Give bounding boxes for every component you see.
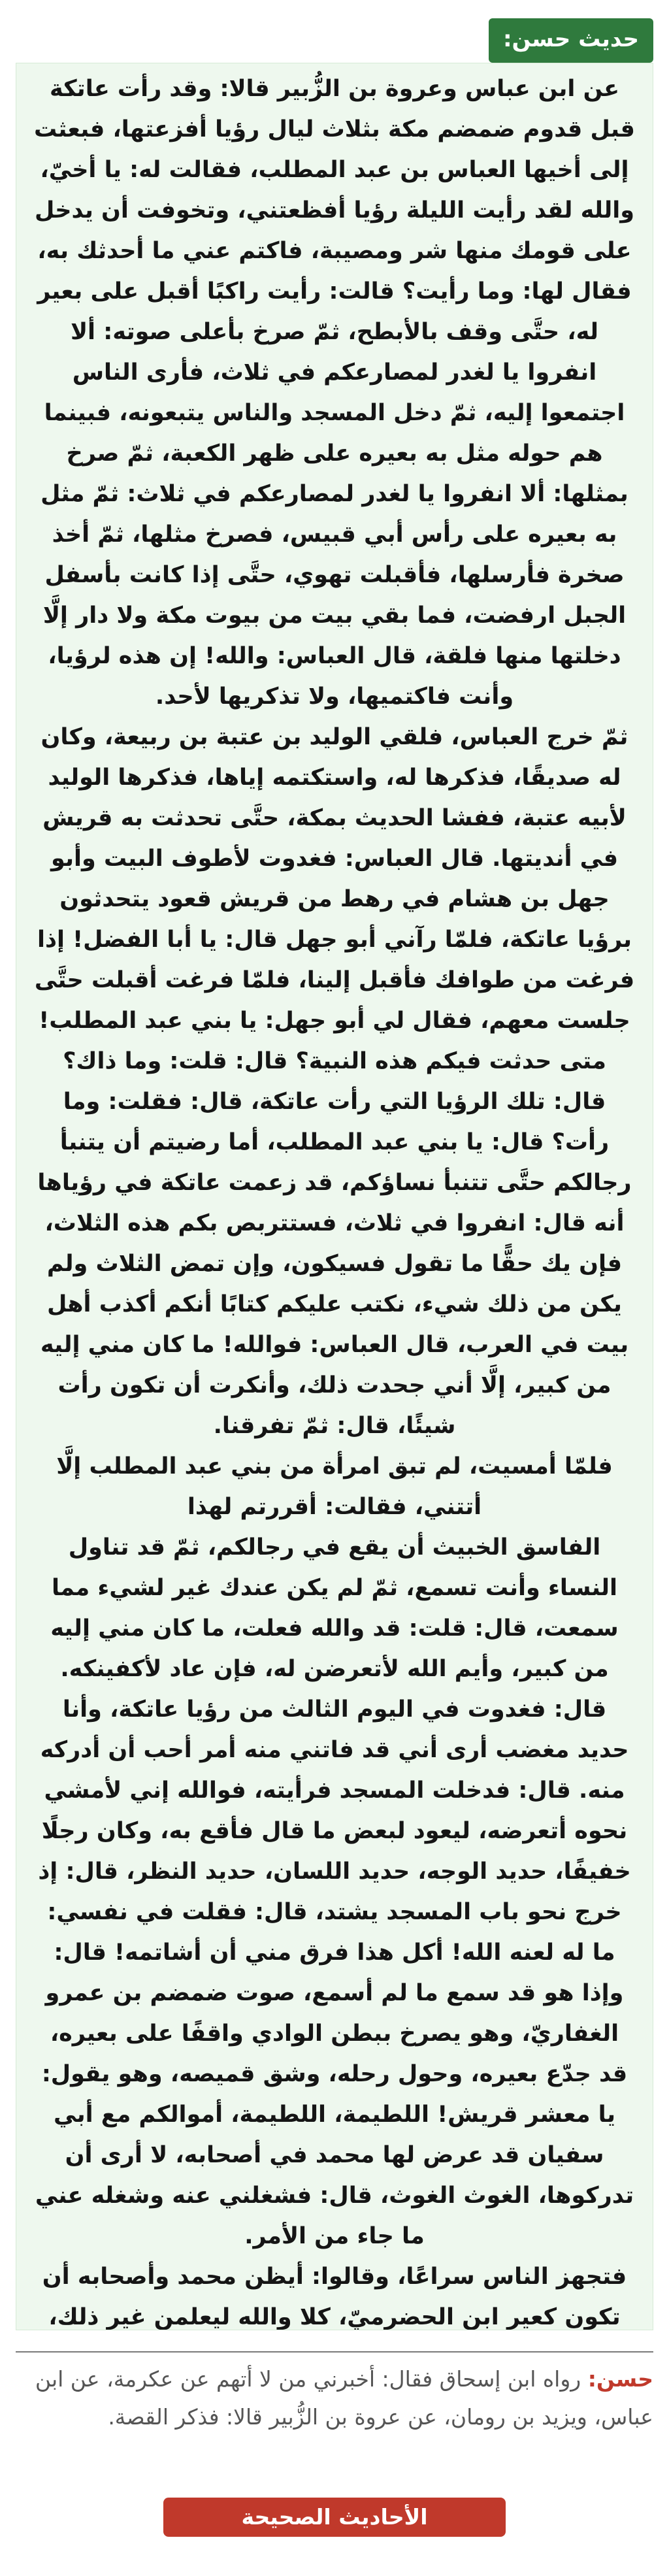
grade-note — [16, 2360, 653, 2436]
grade-text: رواه ابن إسحاق فقال: أخبرني من لا أتهم عن عكرمة، عن ابن عباس، ويزيد بن رومان، عن عروة بن الزُّبير قالا: فذكر القصة. — [35, 2366, 653, 2430]
hadith-paragraph: عن ابن عباس وعروة بن الزُّبير قالا: وقد رأت عاتكة قبل قدوم ضمضم مكة بثلاث ليال رؤيا أفزعتها، فبعثت إلى أخيها العباس بن عبد المطلب، فقالت له: يا أخيّ، والله لقد رأيت الليلة رؤيا أفظعتني، وتخوفت أن يدخل على قومك منها شر ومصيبة، فاكتم عني ما أحدثك به، فقال لها: وما رأيت؟ قالت: رأيت راكبًا أقبل على بعير له، حتَّى وقف بالأبطح، ثمّ صرخ بأعلى صوته: ألا انفروا يا لغدر لمصارعكم في ثلاث، فأرى الناس اجتمعوا إليه، ثمّ دخل المسجد والناس يتبعونه، فبينما هم حوله مثل به بعيره على ظهر الكعبة، ثمّ صرخ بمثلها: ألا انفروا يا لغدر لمصارعكم في ثلاث: ثمّ مثل به بعيره على رأس أبي قبيس، فصرخ مثلها، ثمّ أخذ صخرة فأرسلها، فأقبلت تهوي، حتَّى إذا كانت بأسفل الجبل ارفضت، فما بقي بيت من بيوت مكة ولا دار إلَّا دخلتها منها فلقة، قال العباس: والله! إن هذه لرؤيا، وأنت فاكتميها، ولا تذكريها لأحد. — [34, 76, 635, 710]
hadith-paragraph: الفاسق الخبيث أن يقع في رجالكم، ثمّ قد تناول النساء وأنت تسمع، ثمّ لم يكن عندك غير لشيء مما سمعت، قال: قلت: قد والله فعلت، ما كان مني إليه من كبير، وأيم الله لأتعرضن له، فإن عاد لأكفينكه. — [50, 1534, 619, 1682]
hadith-paragraph: ثمّ خرج العباس، فلقي الوليد بن عتبة بن ربيعة، وكان له صديقًا، فذكرها له، واستكتمه إياها، فذكرها الوليد لأبيه عتبة، ففشا الحديث بمكة، حتَّى تحدثت به قريش في أنديتها. قال العباس: فغدوت لأطوف البيت وأبو جهل بن هشام في رهط من قريش قعود يتحدثون برؤيا عاتكة، فلمّا رآني أبو جهل قال: يا أبا الفضل! إذا فرغت من طوافك فأقبل إلينا، فلمّا فرغت أقبلت حتَّى جلست معهم، فقال لي أبو جهل: يا بني عبد المطلب! متى حدثت فيكم هذه النبية؟ قال: قلت: وما ذاك؟ قال: تلك الرؤيا التي رأت عاتكة، قال: فقلت: وما رأت؟ قال: يا بني عبد المطلب، أما رضيتم أن يتنبأ رجالكم حتَّى تتنبأ نساؤكم، قد زعمت عاتكة في رؤياها أنه قال: انفروا في ثلاث، فستتربص بكم هذه الثلاث، فإن يك حقًّا ما تقول فسيكون، وإن تمض الثلاث ولم يكن من ذلك شيء، نكتب عليكم كتابًا أنكم أكذب أهل بيت في العرب، قال العباس: فوالله! ما كان مني إليه من كبير، إلَّا أني جحدت ذلك، وأنكرت أن تكون رأت شيئًا، قال: ثمّ تفرقنا. — [34, 724, 635, 1439]
grade-label: حسن: — [587, 2366, 653, 2392]
section-divider — [16, 2351, 653, 2353]
hadith-text-panel — [16, 63, 653, 2330]
hadith-paragraph: فلمّا أمسيت، لم تبق امرأة من بني عبد المطلب إلَّا أتتني، فقالت: أقررتم لهذا — [56, 1453, 613, 1520]
site-footer-link[interactable]: الأحاديث الصحيحة Surahquran.com — [163, 2498, 506, 2537]
page-title: حديث حسن: — [489, 18, 653, 63]
hadith-paragraph: قال: فغدوت في اليوم الثالث من رؤيا عاتكة، وأنا حديد مغضب أرى أني قد فاتني منه أمر أحب أن أدركه منه. قال: فدخلت المسجد فرأيته، فوالله إني لأمشي نحوه أتعرضه، ليعود لبعض ما قال فأقع به، وكان رجلًا خفيفًا، حديد الوجه، حديد اللسان، حديد النظر، قال: إذ خرج نحو باب المسجد يشتد، قال: فقلت في نفسي: ما له لعنه الله! أكل هذا فرق مني أن أشاتمه! قال: وإذا هو قد سمع ما لم أسمع، صوت ضمضم بن عمرو الغفاريّ، وهو يصرخ ببطن الوادي واقفًا على بعيره، قد جدّع بعيره، وحول رحله، وشق قميصه، وهو يقول: يا معشر قريش! اللطيمة، اللطيمة، أموالكم مع أبي سفيان قد عرض لها محمد في أصحابه، لا أرى أن تدركوها، الغوث الغوث، قال: فشغلني عنه وشغله عني ما جاء من الأمر. — [35, 1696, 634, 2249]
hadith-paragraph: فتجهز الناس سراعًا، وقالوا: أيظن محمد وأصحابه أن تكون كعير ابن الحضرميّ، كلا والله ليعلمن غير ذلك، — [42, 2264, 627, 2330]
